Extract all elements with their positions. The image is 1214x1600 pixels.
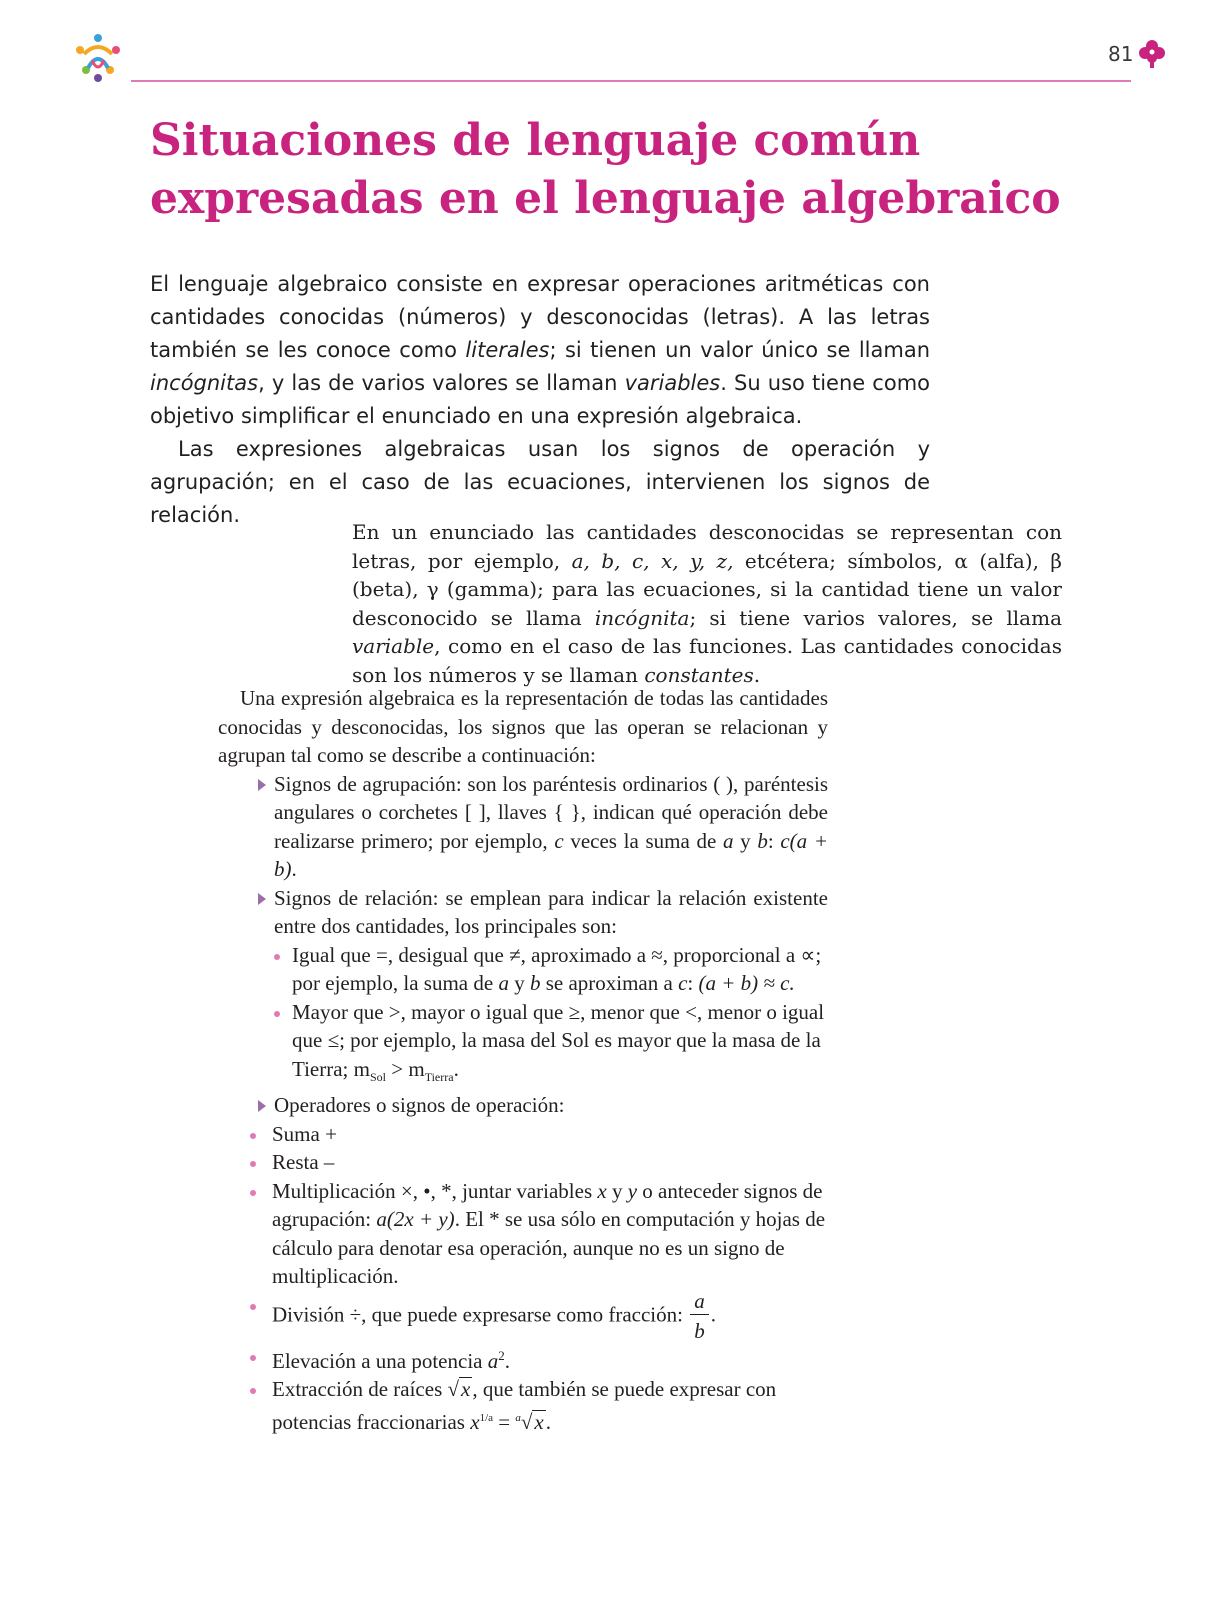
term-incognita: incógnita (594, 605, 690, 630)
operadores-intro: Operadores o signos de operación: (274, 1093, 565, 1118)
term-incognitas: incógnitas (150, 371, 259, 395)
fraction-numerator: a (690, 1291, 709, 1315)
subscript-tierra: Tierra (424, 1069, 454, 1084)
text: Multiplicación ×, •, *, juntar variables (272, 1178, 598, 1203)
dot-bullet-icon (250, 1304, 256, 1310)
text: El lenguaje algebraico consiste en expresar operaciones aritméticas con cantidades conocidas (números) y desconocidas (letras). A las letras también se les conoce como (150, 272, 930, 362)
text: y (606, 1178, 628, 1203)
header-rule (131, 80, 1131, 82)
dot-bullet-icon (250, 1388, 256, 1394)
text: ; si tiene varios valores, se llama (689, 605, 1062, 630)
text: y (508, 971, 530, 995)
fraction-denominator: b (694, 1318, 705, 1343)
var: a (722, 828, 734, 853)
title-line-1: Situaciones de lenguaje común (150, 115, 921, 166)
triangle-bullet-icon (258, 1100, 266, 1112)
page-title (150, 112, 1061, 228)
text: se aproximan a (540, 971, 679, 995)
intro-paragraph-1 (150, 268, 930, 433)
radicand: x (534, 1409, 544, 1434)
text: , y las de varios valores se llaman (258, 371, 625, 395)
sublist-item (246, 1375, 828, 1436)
triangle-bullet-icon (258, 893, 266, 905)
root-index: a (515, 1411, 521, 1424)
relation-sublist (274, 941, 828, 1092)
text: . (545, 1409, 551, 1434)
text: : (767, 828, 781, 853)
sublist-item (246, 1288, 828, 1343)
var: a (487, 1348, 499, 1373)
sublist-item (246, 1120, 828, 1149)
term-variable: variable (352, 634, 435, 658)
sqrt-sign: √ (447, 1377, 460, 1402)
dot-bullet-icon (250, 1355, 256, 1361)
op-resta: Resta – (272, 1150, 335, 1175)
people-circle-logo-icon (70, 30, 126, 86)
text: Extracción de raíces (272, 1377, 448, 1402)
text: . (453, 1056, 459, 1081)
page-number: 81 (1108, 42, 1134, 66)
text: División ÷, que puede expresarse como fracción: (272, 1302, 689, 1326)
text: ; si tienen un valor único se llaman (549, 338, 931, 362)
relacion-intro: Signos de relación: se emplean para indicar la relación existente entre dos cantidades, los principales son: (274, 885, 828, 938)
fraction (690, 1288, 709, 1343)
sublist-item (246, 1177, 828, 1291)
var: b (529, 971, 541, 995)
var: c (678, 971, 688, 995)
main-body (218, 684, 828, 1436)
term-variables: variables (624, 371, 721, 395)
side-note (352, 518, 1062, 689)
text: o anteceder signos de agrupación: (272, 1178, 823, 1232)
dot-bullet-icon (274, 1011, 280, 1017)
pink-flower-icon (1138, 38, 1166, 70)
var: x (470, 1409, 480, 1434)
letters: a, b, c, x, y, z, (571, 548, 734, 573)
sublist-item (246, 1148, 828, 1177)
text: . (291, 857, 297, 881)
term-constantes: constantes (644, 662, 754, 687)
text: Mayor que >, mayor o igual que ≥, menor que <, menor o igual que ≤; por ejemplo, la masa del Sol es mayor que la masa de la Tierra; m (292, 999, 825, 1081)
operators-sublist (246, 1120, 828, 1437)
text: , como en el caso de las funciones. Las cantidades conocidas son los números y se llaman (352, 634, 1062, 687)
intro-text (150, 268, 930, 532)
var: c (554, 828, 564, 853)
expression: (a + b) ≈ c. (698, 971, 795, 995)
sublist-item (274, 941, 828, 998)
text: Igual que =, desigual que ≠, aproximado a ≈, proporcional a ∝; por ejemplo, la suma de (292, 942, 822, 995)
text: = (493, 1409, 516, 1434)
sublist-item (274, 998, 828, 1092)
text: . El * se usa sólo en computación y hojas de cálculo para denotar esa operación, aunque no es un signo de multiplicación. (272, 1207, 826, 1289)
op-suma: Suma + (272, 1121, 337, 1146)
text: : (687, 971, 699, 995)
note-paragraph (352, 518, 1062, 689)
subscript-sol: Sol (369, 1069, 386, 1084)
intro-paragraph-2: Las expresiones algebraicas usan los signos de operación y agrupación; en el caso de las ecuaciones, intervienen los signos de relación. (150, 437, 930, 527)
body-intro: Una expresión algebraica es la representación de todas las cantidades conocidas y desconocidas, los signos que las operan se relacionan y agrupan tal como se describe a continuación: (218, 686, 828, 767)
expression: c(a + b) (274, 828, 828, 881)
text: > m (386, 1056, 425, 1081)
title-line-2: expresadas en el lenguaje algebraico (150, 173, 1061, 224)
exponent: 2 (498, 1347, 505, 1363)
list-item-relacion (218, 884, 828, 1092)
triangle-bullet-icon (258, 779, 266, 791)
text: En un enunciado las cantidades desconocidas se representan con letras, por ejemplo, (352, 520, 1062, 573)
term-literales: literales (465, 338, 550, 362)
dot-bullet-icon (250, 1161, 256, 1167)
var: y (627, 1178, 638, 1203)
sqrt-sign: √ (520, 1409, 533, 1434)
text: , que también se puede expresar con potencias fraccionarias (272, 1377, 777, 1434)
dot-bullet-icon (250, 1190, 256, 1196)
text: veces la suma de (563, 828, 723, 853)
text: . (504, 1348, 510, 1373)
text: y (733, 828, 758, 853)
text: . Su uso tiene como objetivo simplificar el enunciado en una expresión algebraica. (150, 371, 931, 428)
list-item-operadores (218, 1091, 828, 1436)
var: b (757, 828, 768, 853)
list-item-agrupacion (218, 770, 828, 884)
text: etcétera; símbolos, α (alfa), β (beta), γ (gamma); para las ecuaciones, si la cantidad tiene un valor desconocido se llama (352, 548, 1062, 630)
expression: a(2x + y) (376, 1207, 455, 1232)
signs-list (218, 770, 828, 1437)
text: . (710, 1302, 716, 1326)
dot-bullet-icon (250, 1133, 256, 1139)
text: . (753, 662, 761, 687)
radicand: x (461, 1377, 471, 1402)
text: Elevación a una potencia (272, 1348, 488, 1373)
sublist-item (246, 1342, 828, 1376)
exponent: 1/a (479, 1411, 494, 1424)
var: x (597, 1178, 607, 1203)
var: a (498, 971, 509, 995)
text: Signos de agrupación: son los paréntesis ordinarios ( ), paréntesis angulares o corchetes [ ], llaves { }, indican qué operación debe realizarse primero; por ejemplo, (274, 771, 828, 853)
dot-bullet-icon (274, 954, 280, 960)
